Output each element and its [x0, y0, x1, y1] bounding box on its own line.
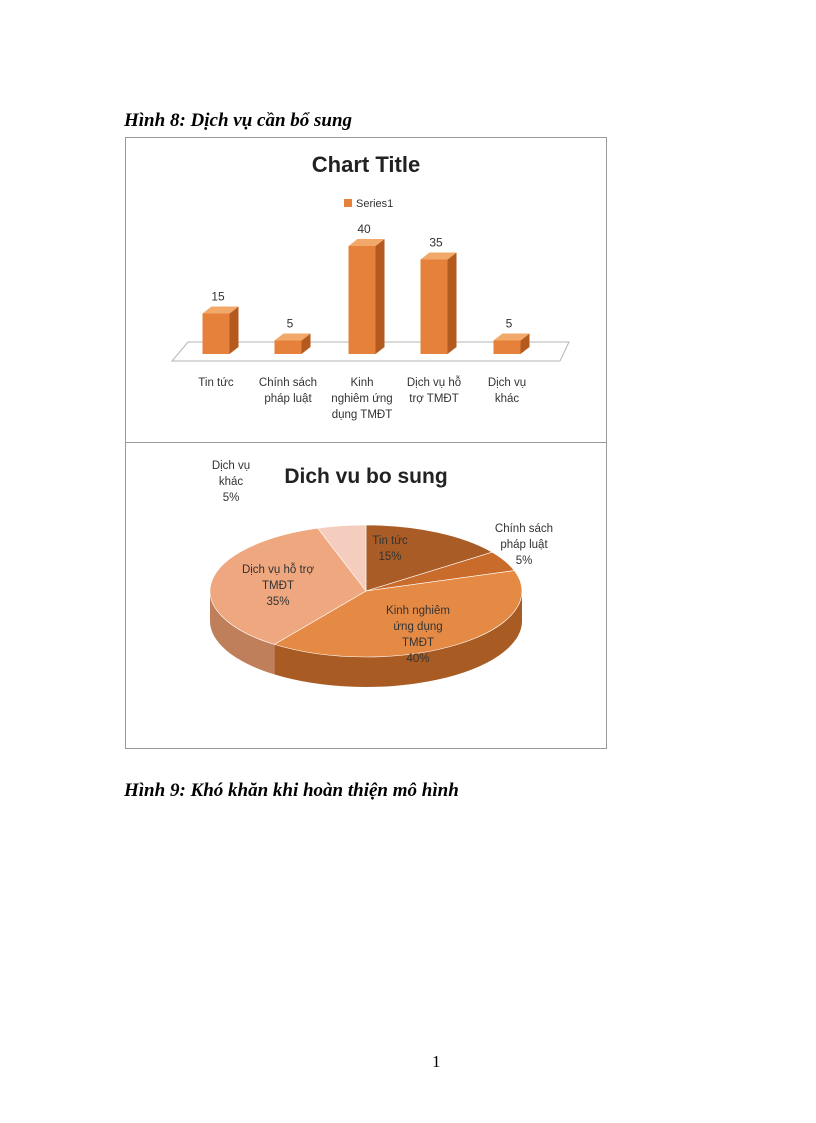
pie-chart	[126, 443, 606, 749]
pie-chart-title: Dich vu bo sung	[284, 465, 448, 488]
bar-2	[275, 334, 311, 355]
bar-data-label: 15	[211, 289, 225, 304]
bar-chart-title: Chart Title	[311, 152, 421, 177]
bar-data-label: 5	[505, 316, 513, 331]
x-tick-label: Chính sách pháp luật	[258, 377, 318, 405]
pie-data-label: Kinh nghiêm ứng dụng TMĐT 40%	[386, 605, 450, 665]
bar-front	[421, 260, 448, 355]
bar-5	[494, 334, 530, 355]
bar-data-label: 35	[429, 235, 443, 250]
x-tick-label: Dịch vụ hỗ trợ TMĐT	[406, 377, 462, 405]
bar-front	[494, 341, 521, 355]
pie-data-label: Dịch vụ khác 5%	[211, 460, 251, 504]
x-tick-label: Tin tức	[198, 377, 234, 389]
x-tick-label: Kinh nghiêm ứng dụng TMĐT	[331, 377, 393, 421]
figure-9-caption: Hình 9: Khó khăn khi hoàn thiện mô hình	[124, 780, 459, 801]
legend-label: Series1	[356, 198, 394, 210]
figure-8-frame	[125, 137, 607, 749]
bar-1	[203, 307, 239, 355]
bar-side	[230, 307, 239, 355]
bar-3	[349, 239, 385, 354]
legend-swatch	[344, 199, 352, 207]
bar-side	[448, 253, 457, 355]
pie-data-label: Chính sách pháp luật 5%	[494, 523, 554, 567]
pie-data-label: Dịch vụ hỗ trợ TMĐT 35%	[241, 564, 315, 608]
bar-front	[203, 314, 230, 355]
bar-4	[421, 253, 457, 355]
bar-front	[275, 341, 302, 355]
bar-chart	[126, 138, 606, 442]
bar-data-label: 5	[286, 316, 294, 331]
page-number: 1	[432, 1052, 441, 1071]
bar-side	[376, 239, 385, 354]
bar-data-label: 40	[357, 222, 371, 236]
pie-data-label: Tin tức 15%	[372, 535, 408, 563]
figure-8-caption: Hình 8: Dịch vụ cần bổ sung	[124, 110, 353, 131]
x-tick-label: Dịch vụ khác	[487, 377, 527, 405]
bar-front	[349, 246, 376, 354]
